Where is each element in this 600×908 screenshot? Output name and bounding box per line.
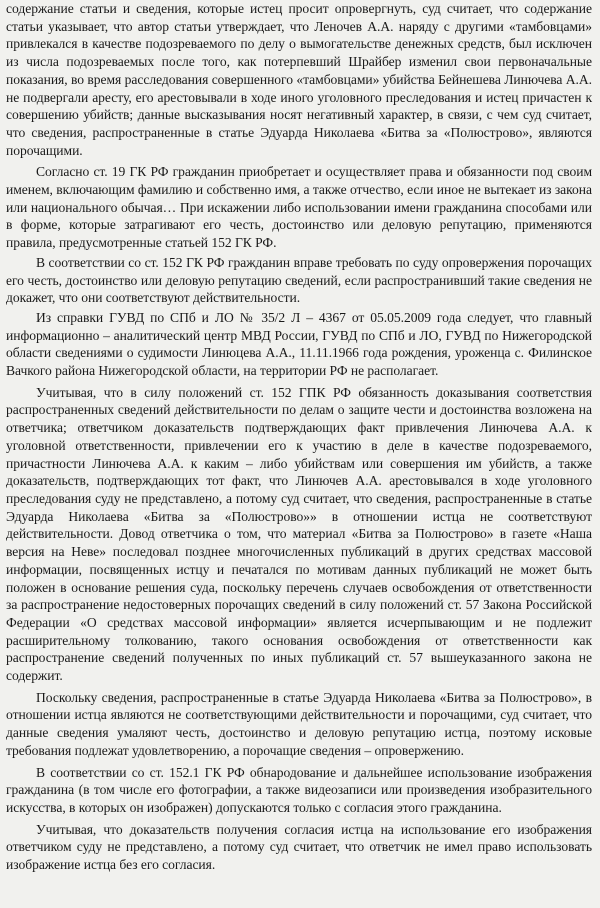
paragraph-6: Поскольку сведения, распространенные в статье Эдуарда Николаева «Битва за Полюстрово», в отношении истца являются не соответствующими действительности и порочащими, суд считает, что данные сведения умаляют честь, достоинство и деловую репутацию истца, поэтому исковые требования подлежат удовлетворению, а порочащие сведения – опровержению. (6, 689, 592, 758)
paragraph-4: Из справки ГУВД по СПб и ЛО № 35/2 Л – 4367 от 05.05.2009 года следует, что главный информационно – аналитический центр МВД России, ГУВД по СПб и ЛО, ГУВД по Нижегородской области сведениями о судимости Линюцева А.А., 11.11.1966 года рождения, уроженца с. Филинское Вачкого района Нижегородской области, на территории РФ не располагает. (6, 309, 592, 379)
paragraph-5: Учитывая, что в силу положений ст. 152 ГПК РФ обязанность доказывания соответствия распространенных сведений действительности по делам о защите чести и достоинства возложена на ответчика; ответчиком доказательств подтверждающих факт привлечения Линючева А.А. к уголовной ответственности, привлечении его к участию в деле в качестве подозреваемого, причастности Линючева А.А. к каким – либо убийствам или совершения им убийств, а также доказательств, подтверждающих тот факт, что Линючев А.А. арестовывался в ходе уголовного преследования суду не представлено, а потому суд считает, что сведения, распространенные в статье Эдуарда Николаева «Битва за «Полюстрово»» в отношении истца не соответствуют действительности. Довод ответчика о том, что материал «Битва за Полюстрово» в газете «Наша версия на Неве» последовал позднее многочисленных публикаций в других средствах массовой информации, посвященных истцу и печатался по мотивам данных публикаций не может быть положен в основание решения суда, поскольку перечень случаев освобождения от ответственности за распространение недостоверных порочащих сведений в силу положений ст. 57 Закона Российской Федерации «О средствах массовой информации» является исчерпывающим и не подлежит расширительному толкованию, такого основания освобождения от ответственности как распространение сведений полученных по иных публикаций ст. 57 вышеуказанного закона не содержит. (6, 384, 592, 684)
paragraph-2: Согласно ст. 19 ГК РФ гражданин приобретает и осуществляет права и обязанности под своим именем, включающим фамилию и собственно имя, а также отчество, если иное не вытекает из закона или национального обычая… При искажении либо использовании имени гражданина способами или в форме, которые затрагивают его честь, достоинство или деловую репутацию, применяются правила, предусмотренные статьей 152 ГК РФ. (6, 164, 592, 251)
paragraph-7: В соответствии со ст. 152.1 ГК РФ обнародование и дальнейшее использование изображения гражданина (в том числе его фотографии, а также видеозаписи или произведения изобразительного искусства, в которых он изображен) допускаются только с согласия этого гражданина. (6, 764, 592, 815)
paragraph-8: Учитывая, что доказательств получения согласия истца на использование его изображения ответчиком суду не представлено, а потому суд считает, что ответчик не имел право использовать изображение истца без его согласия. (6, 821, 592, 873)
paragraph-1: содержание статьи и сведения, которые истец просит опровергнуть, суд считает, что содержание статьи указывает, что автор статьи утверждает, что Леночев А.А. наряду с другими «тамбовцами» привлекался в качестве подозреваемого по делу о вымогательстве денежных средств, был исключен из числа подозреваемых после того, как потерпевший Шрайбер изменил свои первоначальные показания, во время расследования совершенного «тамбовцами» убийства Бейнешева Линючева А.А. не подвергали аресту, его арестовывали в ходе иного уголовного преследования и истец причастен к совершению убийств; данные высказывания носят негативный характер, в связи, с чем суд считает, что сведения, распространенные в статье Эдуарда Николаева «Битва за «Полюстрово», являются порочащими. (6, 1, 592, 158)
paragraph-3: В соответствии со ст. 152 ГК РФ гражданин вправе требовать по суду опровержения порочащих его честь, достоинство или деловую репутацию сведений, если распространивший такие сведения не докажет, что они соответствуют действительности. (6, 254, 592, 306)
